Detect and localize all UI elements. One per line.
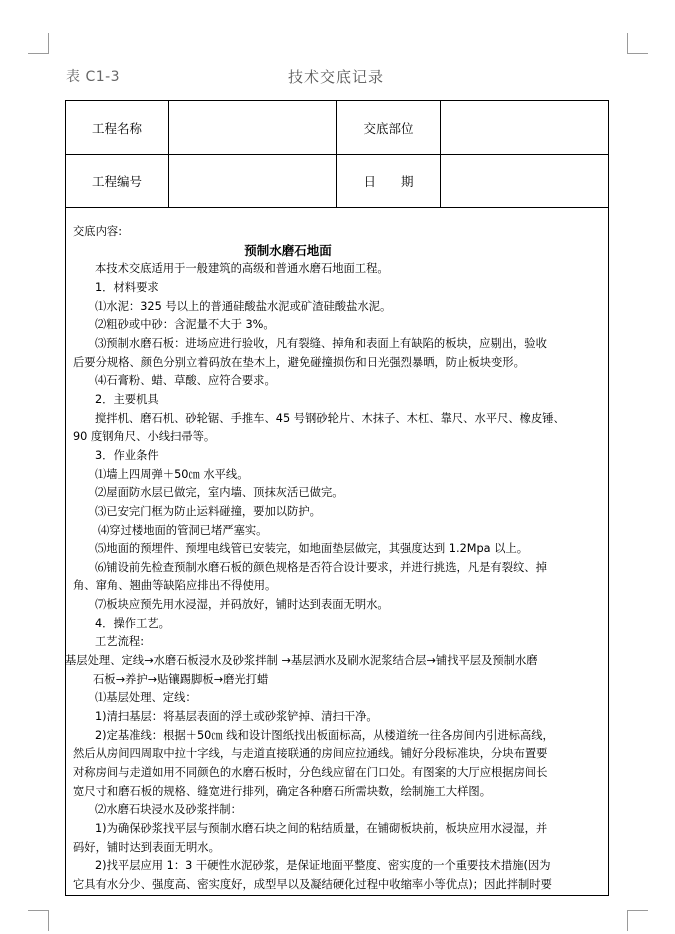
text-line: 码好，铺时达到表面无明水。 <box>73 840 220 854</box>
text-line: 90 度钢角尺、小线扫帚等。 <box>73 430 216 444</box>
text-line: 本技术交底适用于一般建筑的高级和普通水磨石地面工程。 <box>95 262 389 276</box>
text-line: ⑶预制水磨石板：进场应进行验收，凡有裂缝、掉角和表面上有缺陷的板块，应剔出，验收 <box>95 336 547 350</box>
project-no-label: 工程编号 <box>66 154 169 207</box>
text-line: ⑷石膏粉、蜡、草酸、应符合要求。 <box>95 374 276 388</box>
text-line: 对称房间与走道如用不同颜色的水磨石板时，分色线应留在门口处。有图案的大厅应根据房间长 <box>73 766 548 780</box>
department-field[interactable] <box>441 101 608 154</box>
text-line: ⑴基层处理、定线： <box>95 691 197 705</box>
text-line: ⑸地面的预埋件、预埋电线管已安装完，如地面垫层做完，其强度达到 1.2Mpa 以上。 <box>95 542 529 556</box>
text-line: 4．操作工艺。 <box>95 616 170 630</box>
project-name-label: 工程名称 <box>66 101 169 154</box>
content-body <box>65 223 603 895</box>
text-line: 然后从房间四周取中拉十字线，与走道直接联通的房间应拉通线。铺好分段标准块，分块布置要 <box>73 747 548 761</box>
text-line: ⑵水磨石块浸水及砂浆拌制： <box>95 803 242 817</box>
text-line: ⑴水泥：325 号以上的普通硅酸盐水泥或矿渣硅酸盐水泥。 <box>95 299 392 313</box>
text-line: 搅拌机、磨石机、砂轮锯、手推车、45 号钢砂轮片、木抹子、木杠、靠尺、水平尺、橡皮锤、 <box>95 411 565 425</box>
document-title: 技术交底记录 <box>288 68 385 86</box>
date-field[interactable] <box>441 154 608 207</box>
text-line: 它具有水分少、强度高、密实度好，成型早以及凝结硬化过程中收缩率小等优点)；因此拌制时要 <box>73 877 552 891</box>
crop-mark-top-right <box>627 33 648 54</box>
text-line: 1)为确保砂浆找平层与预制水磨石块之间的粘结质量，在铺砌板块前，板块应用水浸湿，并 <box>95 822 548 835</box>
text-line: ⑵粗砂或中砂：含泥量不大于 3%。 <box>95 318 275 332</box>
crop-mark-top-left <box>28 33 49 54</box>
project-no-field[interactable] <box>169 154 337 207</box>
text-line: ⑴墙上四周弹＋50㎝ 水平线。 <box>95 467 249 481</box>
info-row-1 <box>66 101 608 155</box>
info-row-2 <box>66 154 608 208</box>
crop-mark-bottom-left <box>28 910 49 931</box>
text-line: ⑺板块应预先用水浸湿，并码放好，铺时达到表面无明水。 <box>95 598 389 612</box>
text-line: 2)找平层应用 1：3 干硬性水泥砂浆，是保证地面平整度、密实度的一个重要技术措施(因为 <box>95 859 551 873</box>
text-line: 2．主要机具 <box>95 392 159 406</box>
section-heading: 预制水磨石地面 <box>244 242 332 258</box>
text-line: ⑶已安完门框为防止运料碰撞，要加以防护。 <box>95 504 321 518</box>
text-line: ⑹铺设前先检查预制水磨石板的颜色规格是否符合设计要求，并进行挑选，凡是有裂纹、掉 <box>95 560 547 574</box>
text-line: ⑵屋面防水层已做完，室内墙、顶抹灰活已做完。 <box>95 486 344 500</box>
text-line: 1)清扫基层：将基层表面的浮土或砂浆铲掉、清扫干净。 <box>95 710 378 724</box>
department-label: 交底部位 <box>337 101 441 154</box>
text-line: 2)定基准线：根据＋50㎝ 线和设计图纸找出板面标高，从楼道统一往各房间内引进标高线， <box>95 728 554 742</box>
process-flow-line: 石板→养护→贴镶踢脚板→磨光打蜡 <box>93 672 269 686</box>
text-line: 工艺流程: <box>95 635 144 649</box>
text-line: 角、窜角、翘曲等缺陷应排出不得使用。 <box>73 579 277 593</box>
process-flow-line: 基层处理、定线→水磨石板浸水及砂浆拌制 →基层洒水及刷水泥浆结合层→铺找平层及预制水磨 <box>65 654 538 668</box>
form-code: 表 C1-3 <box>66 69 121 85</box>
text-line: 后要分规格、颜色分别立着码放在垫木上，避免碰撞损伤和日光强烈暴晒，防止板块变形。 <box>73 355 525 369</box>
crop-mark-bottom-right <box>627 910 648 931</box>
text-line: 1．材料要求 <box>95 280 159 294</box>
text-line: 宽尺寸和磨石板的规格、缝宽进行排列，确定各种磨石所需块数，绘制施工大样图。 <box>73 784 491 798</box>
text-line: ⑷穿过楼地面的管洞已堵严塞实。 <box>98 523 268 537</box>
record-form <box>65 100 609 896</box>
date-label: 日 期 <box>337 154 441 207</box>
project-name-field[interactable] <box>169 101 337 154</box>
text-line: 3．作业条件 <box>95 448 159 462</box>
content-label: 交底内容: <box>73 225 122 238</box>
